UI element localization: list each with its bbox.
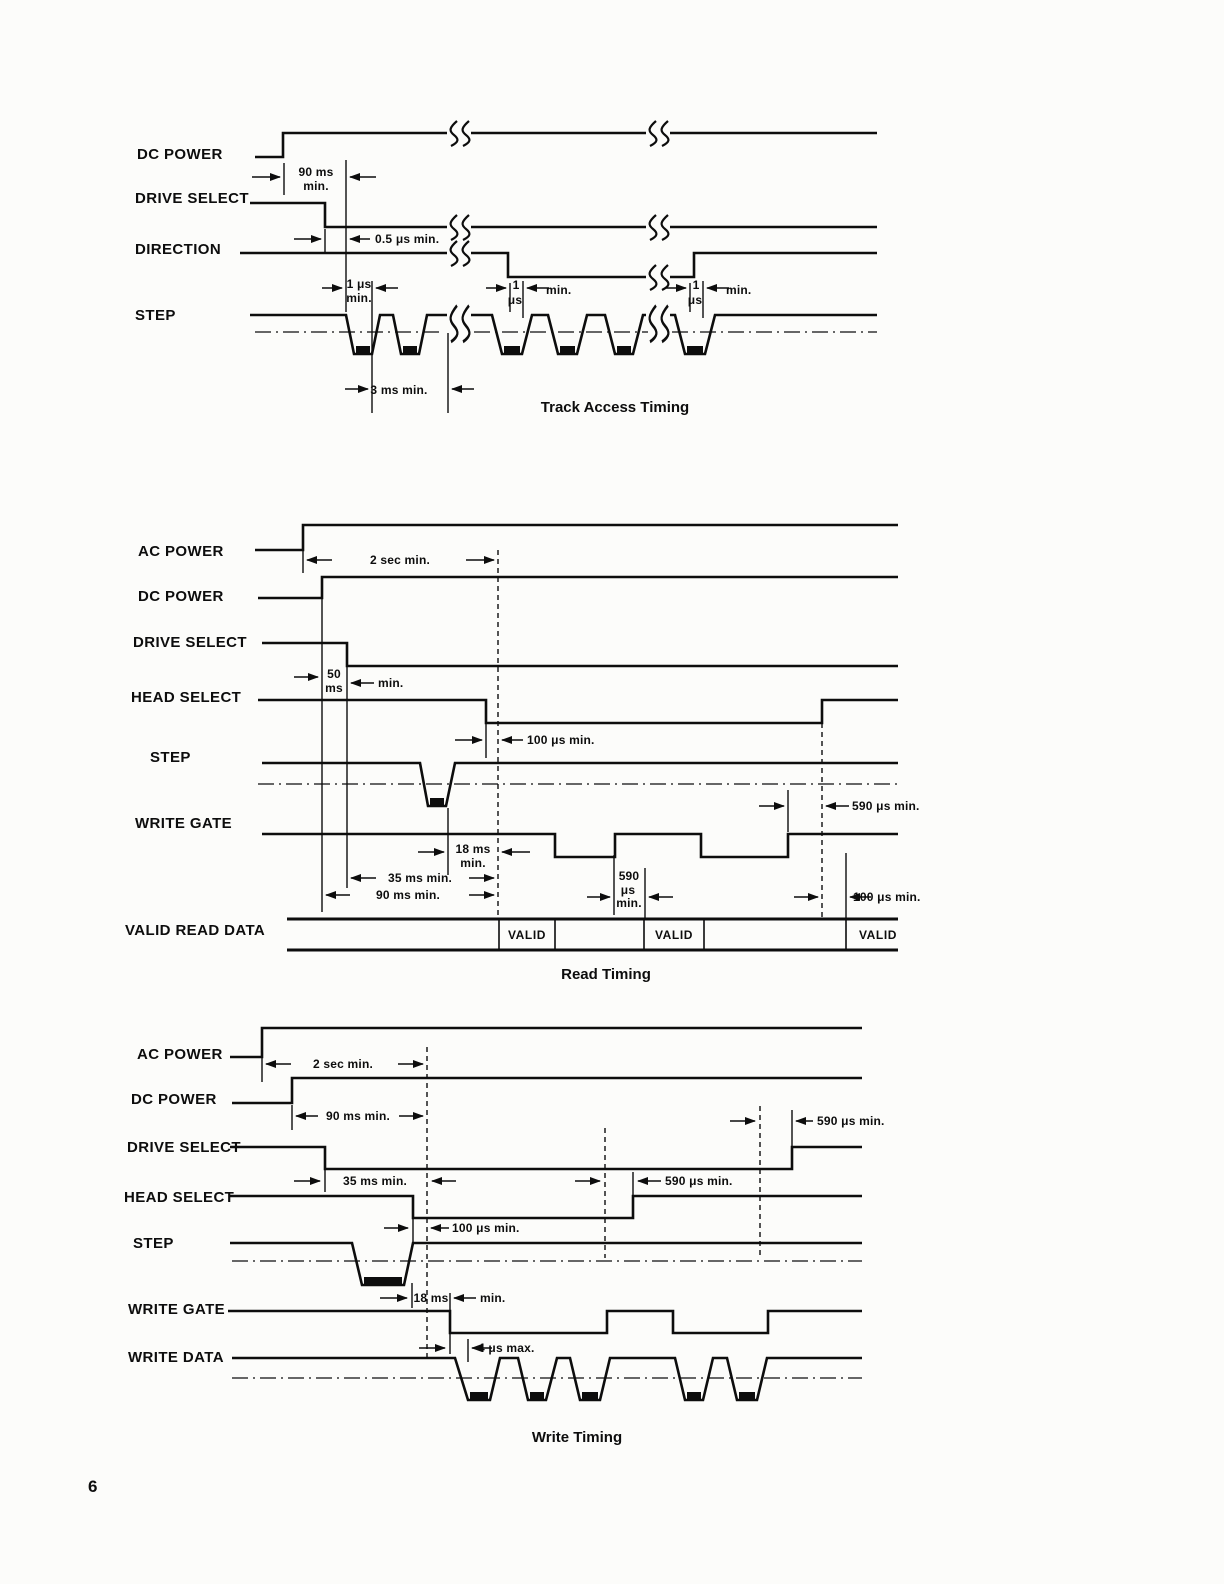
signal-label-drive-select: DRIVE SELECT	[127, 1139, 241, 1156]
track-access-signals	[240, 133, 877, 354]
signal-label-drive-select: DRIVE SELECT	[133, 634, 247, 651]
signal-label-valid-read-data: VALID READ DATA	[125, 922, 266, 939]
dim-90ms: 90 ms min.	[325, 1109, 391, 1123]
dim-1us-b-min: min.	[546, 283, 572, 297]
dim-100us-right: 100 μs min.	[853, 890, 921, 904]
dim-50ms-num: 50	[327, 667, 341, 681]
dim-90ms-min: min.	[303, 179, 329, 193]
write-timing-signals	[228, 1028, 862, 1400]
write-dimension-arrows	[266, 1064, 813, 1348]
dim-2sec: 2 sec min.	[369, 553, 431, 567]
signal-label-step: STEP	[150, 749, 191, 766]
signal-label-step: STEP	[133, 1235, 174, 1252]
dim-90ms: 90 ms min.	[375, 888, 441, 902]
dim-18ms-min: min.	[460, 856, 486, 870]
valid-cell-2: VALID	[654, 928, 694, 942]
dim-0_5us: 0.5 μs min.	[375, 232, 440, 246]
dim-590us-head-select: 590 μs min.	[665, 1174, 733, 1188]
valid-cell-3: VALID	[858, 928, 898, 942]
dim-18ms-value: 18 ms	[413, 1291, 449, 1305]
dim-2sec: 2 sec min.	[312, 1057, 374, 1071]
line-break-marks	[451, 121, 669, 342]
signal-label-direction: DIRECTION	[135, 241, 222, 258]
dim-3ms: 3 ms min.	[370, 383, 428, 397]
dim-35ms: 35 ms min.	[342, 1174, 408, 1188]
dim-590us-unit: μs	[620, 883, 636, 897]
dim-1us-c-unit: μs	[687, 293, 703, 307]
dim-590us-num: 590	[618, 869, 640, 883]
dim-1us-b-num: 1	[512, 278, 520, 292]
signal-label-dc-power: DC POWER	[138, 588, 224, 605]
dim-50ms-min: min.	[378, 676, 404, 690]
dim-1us-a-min: min.	[346, 291, 372, 305]
write-timing-caption: Write Timing	[531, 1429, 623, 1446]
dim-100us-head: 100 μs min.	[527, 733, 595, 747]
dim-590us-min: min.	[616, 896, 642, 910]
track-access-caption: Track Access Timing	[540, 399, 690, 416]
valid-read-data-band	[287, 919, 898, 950]
page-number: 6	[88, 1477, 98, 1496]
signal-label-ac-power: AC POWER	[137, 1046, 223, 1063]
dim-100us: 100 μs min.	[452, 1221, 520, 1235]
read-timing-signals	[255, 525, 898, 857]
signal-label-write-gate: WRITE GATE	[135, 815, 233, 832]
signal-label-write-gate: WRITE GATE	[128, 1301, 226, 1318]
dim-35ms: 35 ms min.	[387, 871, 453, 885]
read-dimension-arrows	[294, 560, 871, 897]
signal-label-head-select: HEAD SELECT	[124, 1189, 235, 1206]
signal-label-head-select: HEAD SELECT	[131, 689, 242, 706]
signal-label-step: STEP	[135, 307, 176, 324]
write-dimension-lines	[262, 1047, 792, 1362]
dim-1us-b-unit: μs	[507, 293, 523, 307]
signal-label-dc-power: DC POWER	[137, 146, 223, 163]
signal-label-drive-select: DRIVE SELECT	[135, 190, 249, 207]
track-dimension-arrows	[252, 177, 729, 389]
dim-50ms-unit: ms	[325, 681, 343, 695]
dim-1us-a-value: 1 μs	[346, 277, 372, 291]
signal-label-ac-power: AC POWER	[138, 543, 224, 560]
dim-1us-c-min: min.	[726, 283, 752, 297]
dim-18ms-min: min.	[480, 1291, 506, 1305]
dim-590us-drive-select: 590 μs min.	[817, 1114, 885, 1128]
signal-label-dc-power: DC POWER	[131, 1091, 217, 1108]
read-timing-caption: Read Timing	[561, 966, 651, 983]
signal-label-write-data: WRITE DATA	[128, 1349, 224, 1366]
dim-590us-right: 590 μs min.	[852, 799, 920, 813]
dim-90ms-value: 90 ms	[298, 165, 334, 179]
valid-cell-1: VALID	[507, 928, 547, 942]
dim-1us-c-num: 1	[692, 278, 700, 292]
dim-18ms-value: 18 ms	[455, 842, 491, 856]
dim-4us: 4 μs max.	[478, 1341, 535, 1355]
